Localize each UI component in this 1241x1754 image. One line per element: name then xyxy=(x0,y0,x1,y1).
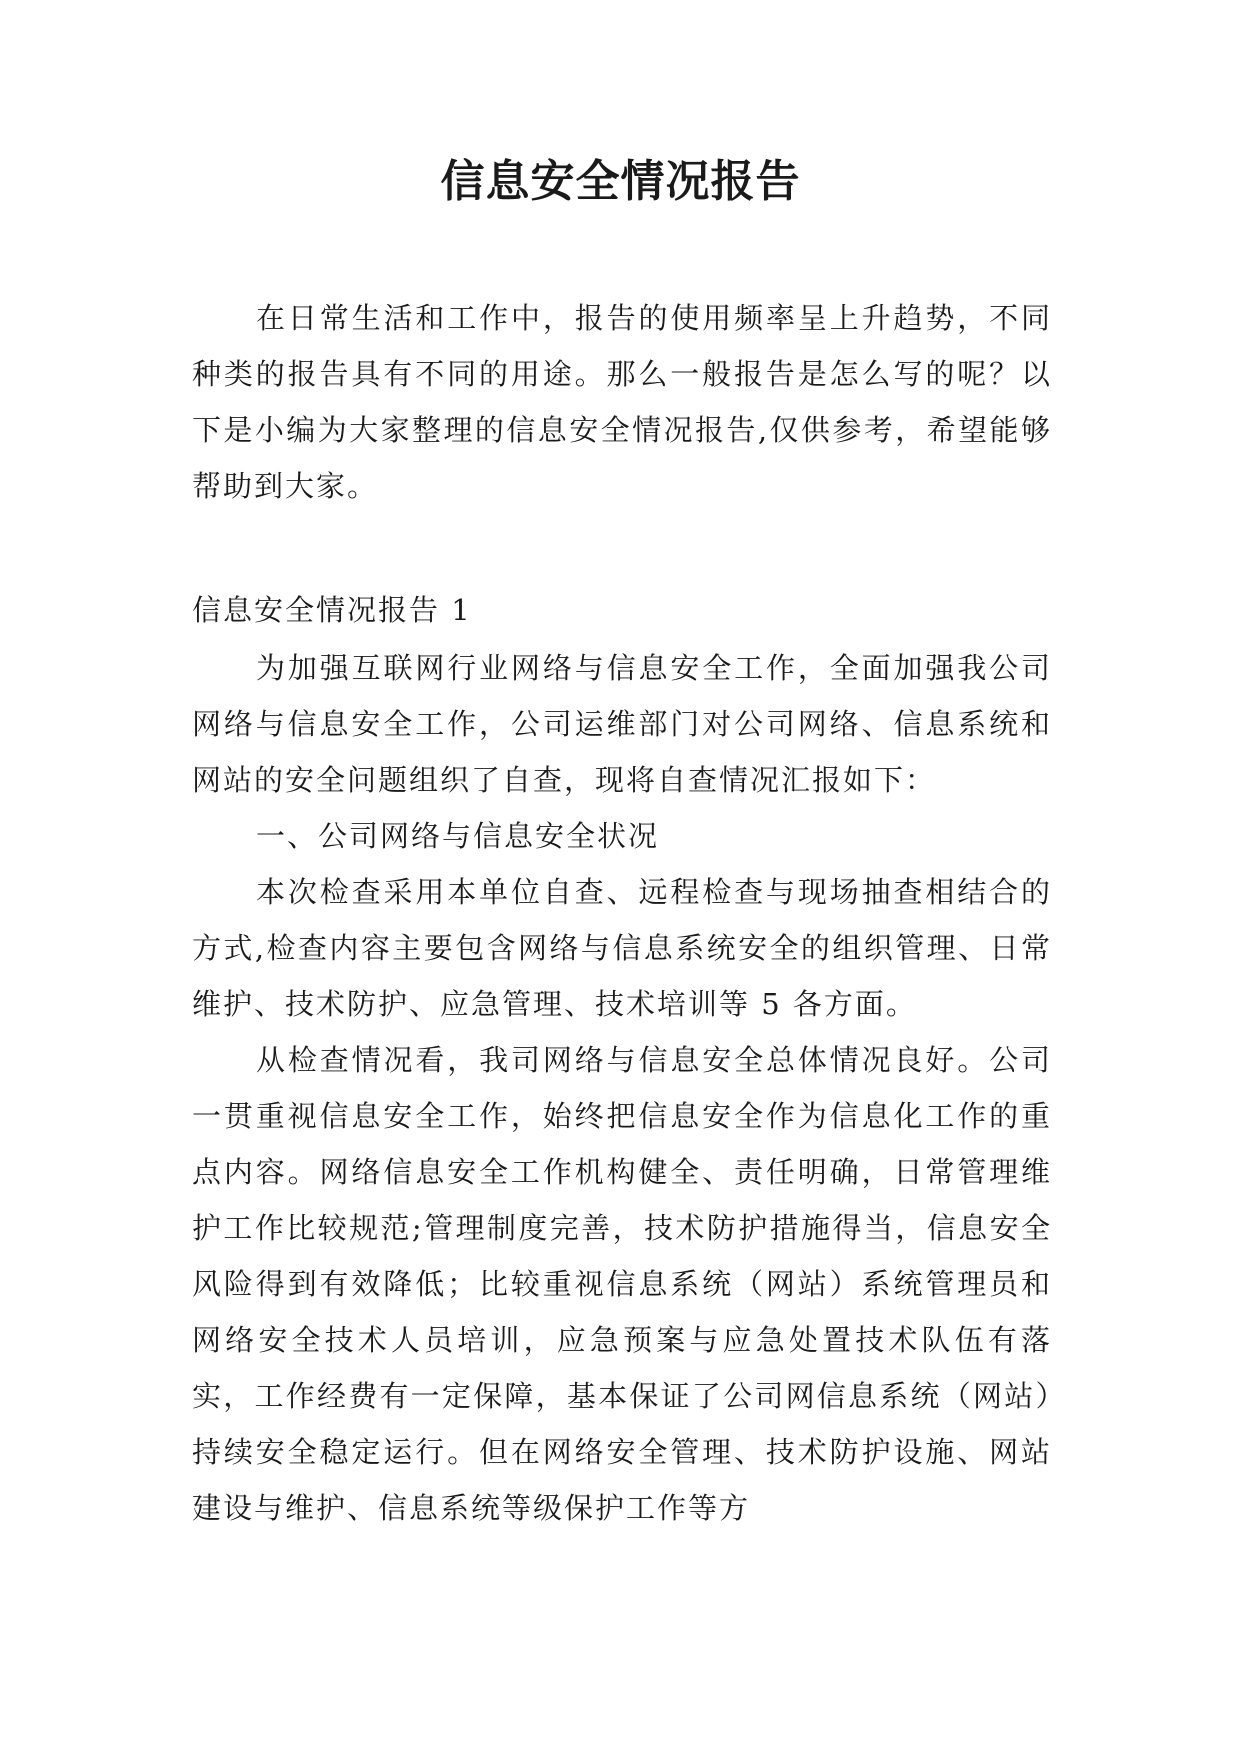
report-body xyxy=(192,640,1052,1536)
report-heading: 信息安全情况报告 1 xyxy=(192,593,472,627)
section-heading: 一、公司网络与信息安全状况 xyxy=(256,819,660,853)
body-paragraph: 从检查情况看，我司网络与信息安全总体情况良好。公司一贯重视信息安全工作，始终把信息安全作为信息化工作的重点内容。网络信息安全工作机构健全、责任明确，日常管理维护工作比较规范;管理制度完善，技术防护措施得当，信息安全风险得到有效降低；比较重视信息系统（网站）系统管理员和网络安全技术人员培训，应急预案与应急处置技术队伍有落实，工作经费有一定保障，基本保证了公司网信息系统（网站）持续安全稳定运行。但在网络安全管理、技术防护设施、网站建设与维护、信息系统等级保护工作等方 xyxy=(192,1043,1052,1525)
body-paragraph: 本次检查采用本单位自查、远程检查与现场抽查相结合的方式,检查内容主要包含网络与信息系统安全的组织管理、日常维护、技术防护、应急管理、技术培训等 5 各方面。 xyxy=(192,875,1052,1021)
body-paragraph: 为加强互联网行业网络与信息安全工作，全面加强我公司网络与信息安全工作，公司运维部门对公司网络、信息系统和网站的安全问题组织了自查，现将自查情况汇报如下： xyxy=(192,651,1052,797)
intro-paragraph: 在日常生活和工作中，报告的使用频率呈上升趋势，不同种类的报告具有不同的用途。那么一般报告是怎么写的呢？以下是小编为大家整理的信息安全情况报告,仅供参考，希望能够帮助到大家。 xyxy=(192,301,1052,503)
document-title: 信息安全情况报告 xyxy=(440,156,801,207)
